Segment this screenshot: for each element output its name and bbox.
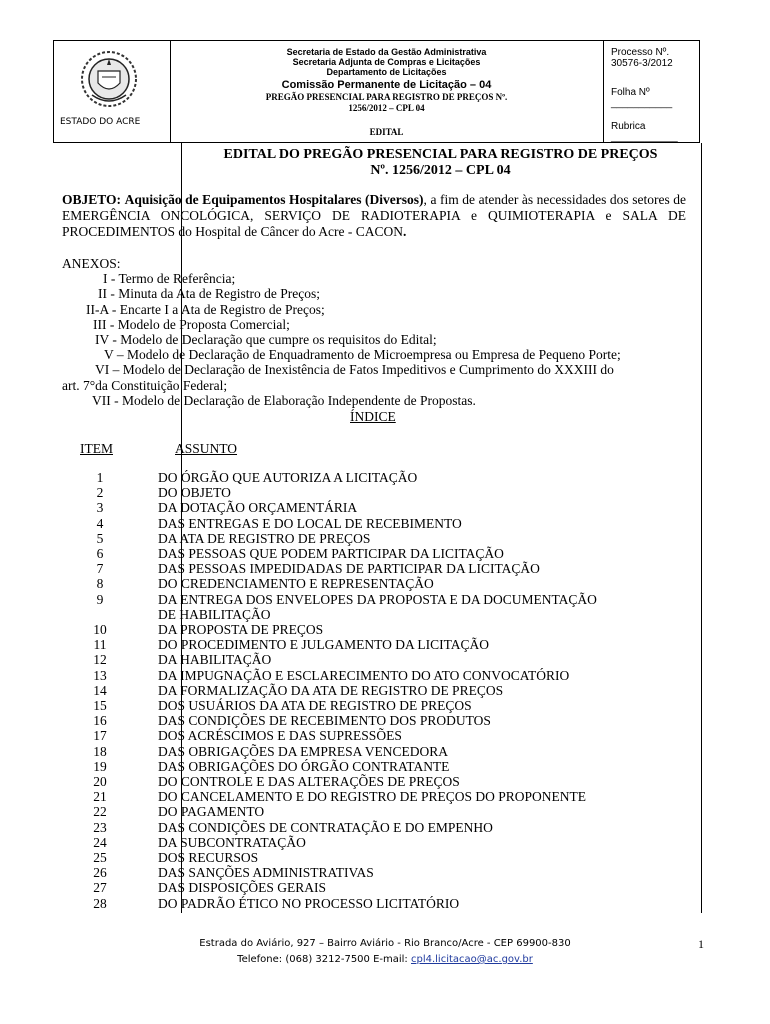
annex-item: V – Modelo de Declaração de Enquadramento de Microempresa ou Empresa de Pequeno Porte; (104, 347, 621, 362)
objeto-rest-text: , a fim de atender às necessidades dos setores de EMERGÊNCIA ONCOLÓGICA, SERVIÇO DE RADIOTERAPIA e QUIMIOTERAPIA e SALA DE PROCEDIMENTOS do Hospital de Câncer do Acre - CACON (62, 192, 686, 239)
annex-item: art. 7°da Constituição Federal; (62, 378, 228, 393)
index-item-title: DOS ACRÉSCIMOS E DAS SUPRESSÕES (158, 728, 402, 744)
objeto-bold-text: Aquisição de Equipamentos Hospitalares (Diversos) (124, 192, 424, 207)
index-item-title: DO CONTROLE E DAS ALTERAÇÕES DE PREÇOS (158, 774, 460, 789)
pregao-line-1: PREGÃO PRESENCIAL PARA REGISTRO DE PREÇOS Nº. (265, 92, 508, 102)
index-item-title: DO PAGAMENTO (158, 804, 265, 820)
index-item-title: DA ATA DE REGISTRO DE PREÇOS (158, 530, 371, 546)
index-item-title: DAS PESSOAS QUE PODEM PARTICIPAR DA LICITAÇÃO (158, 546, 504, 561)
header-logo-cell (54, 41, 171, 142)
index-item-number: 11 (93, 637, 107, 653)
comissao-line: Comissão Permanente de Licitação – 04 (281, 79, 492, 91)
folha-field: Folha Nº ___________ (611, 87, 673, 109)
index-item-title: DO CREDENCIAMENTO E REPRESENTAÇÃO (158, 576, 434, 592)
index-item-number: 21 (93, 789, 107, 805)
index-item-number: 17 (93, 728, 107, 744)
index-item-number: 15 (93, 698, 107, 713)
index-item-title: DA ENTREGA DOS ENVELOPES DA PROPOSTA E DA DOCUMENTAÇÃO (158, 591, 597, 607)
edital-label: EDITAL (369, 127, 404, 137)
index-item-number: 4 (96, 515, 104, 531)
index-item-title: DO PROCEDIMENTO E JULGAMENTO DA LICITAÇÃO (158, 637, 490, 653)
index-item-number: 18 (93, 743, 107, 759)
index-item-number: 20 (93, 774, 107, 789)
index-item-number: 6 (96, 546, 104, 561)
index-item-title: DAS PESSOAS IMPEDIDADAS DE PARTICIPAR DA LICITAÇÃO (158, 561, 540, 577)
index-item-title: DA IMPUGNAÇÃO E ESCLARECIMENTO DO ATO CONVOCATÓRIO (158, 667, 570, 683)
header-right-cell (603, 41, 699, 142)
index-item-number: 5 (96, 530, 104, 546)
annex-item: I - Termo de Referência; (103, 271, 236, 286)
annex-item: IV - Modelo de Declaração que cumpre os requisitos do Edital; (95, 332, 437, 347)
index-item-title: DAS OBRIGAÇÕES DA EMPRESA VENCEDORA (158, 743, 449, 759)
rubrica-field: Rubrica ____________ (611, 121, 678, 143)
col-assunto-header: ASSUNTO (175, 441, 238, 456)
index-item-title: DA SUBCONTRATAÇÃO (158, 834, 306, 850)
index-item-number: 2 (96, 485, 104, 501)
index-item-number: 3 (96, 500, 104, 516)
index-item-title: DAS ENTREGAS E DO LOCAL DE RECEBIMENTO (158, 515, 462, 531)
document-title (181, 147, 700, 179)
index-item-title: DAS CONDIÇÕES DE CONTRATAÇÃO E DO EMPENHO (158, 819, 493, 835)
index-item-title: DOS RECURSOS (158, 850, 259, 865)
pregao-line-2: 1256/2012 – CPL 04 (348, 103, 425, 113)
index-item-number: 24 (93, 834, 107, 850)
footer-email-link[interactable]: cpl4.licitacao@ac.gov.br (410, 954, 533, 965)
index-item-title: DO PADRÃO ÉTICO NO PROCESSO LICITATÓRIO (158, 895, 460, 911)
index-item-title: DE HABILITAÇÃO (158, 606, 271, 622)
objeto-paragraph (62, 192, 686, 240)
footer-phone: Telefone: (068) 3212-7500 E-mail: (237, 954, 411, 965)
index-item-title: DAS DISPOSIÇÕES GERAIS (158, 880, 327, 896)
anexos-label: ANEXOS: (62, 256, 121, 271)
index-item-title: DA FORMALIZAÇÃO DA ATA DE REGISTRO DE PREÇOS (158, 682, 504, 698)
index-item-number: 28 (93, 895, 107, 911)
index-item-number: 12 (93, 652, 107, 668)
annex-item: II-A - Encarte I a Ata de Registro de Preços; (86, 302, 325, 317)
index-item-number: 7 (96, 561, 104, 577)
annex-item: VII - Modelo de Declaração de Elaboração Independente de Propostas. (92, 393, 476, 408)
index-item-title: DAS OBRIGAÇÕES DO ÓRGÃO CONTRATANTE (158, 758, 450, 774)
annex-item: II - Minuta da Ata de Registro de Preços; (98, 286, 320, 301)
index-item-title: DAS CONDIÇÕES DE RECEBIMENTO DOS PRODUTOS (158, 713, 491, 729)
index-item-number: 27 (93, 880, 107, 896)
annex-item: VI – Modelo de Declaração de Inexistência de Fatos Impeditivos e Cumprimento do XXXIII do (95, 362, 614, 377)
index-item-title: DA DOTAÇÃO ORÇAMENTÁRIA (158, 500, 358, 516)
index-item-number: 23 (93, 819, 107, 835)
index-item-number: 1 (96, 470, 104, 485)
index-item-number: 26 (93, 865, 107, 881)
estado-label: ESTADO DO ACRE (60, 117, 141, 127)
title-line-2: Nº. 1256/2012 – CPL 04 (370, 163, 511, 178)
indice-title: ÍNDICE (350, 409, 396, 424)
index-item-number: 10 (93, 622, 107, 637)
coat-of-arms-icon (78, 49, 140, 111)
index-item-number: 19 (93, 758, 107, 774)
index-item-title: DA HABILITAÇÃO (158, 652, 272, 668)
index-item-number: 9 (96, 591, 104, 607)
index-item-number: 22 (93, 804, 107, 820)
objeto-end: . (402, 224, 407, 239)
index-item-title: DO OBJETO (158, 485, 231, 501)
index-item-title: DA PROPOSTA DE PREÇOS (158, 622, 324, 637)
index-item-number: 8 (96, 576, 104, 592)
processo-number: Processo Nº. 30576-3/2012 (611, 47, 673, 69)
index-item-title: DO CANCELAMENTO E DO REGISTRO DE PREÇOS DO PROPONENTE (158, 789, 587, 805)
document-header (53, 40, 700, 143)
header-center-cell (170, 41, 604, 142)
secretaria-adjunta-line: Secretaria Adjunta de Compras e Licitações (292, 57, 481, 67)
index-item-title: DO ÓRGÃO QUE AUTORIZA A LICITAÇÃO (158, 470, 418, 485)
secretaria-line: Secretaria de Estado da Gestão Administrativa (286, 47, 487, 57)
index-item-number: 14 (93, 682, 107, 698)
title-line-1: EDITAL DO PREGÃO PRESENCIAL PARA REGISTRO DE PREÇOS (223, 147, 658, 162)
index-item-title: DAS SANÇÕES ADMINISTRATIVAS (158, 865, 374, 881)
index-item-number: 25 (93, 850, 107, 865)
annex-item: III - Modelo de Proposta Comercial; (93, 317, 290, 332)
index-item-title: DOS USUÁRIOS DA ATA DE REGISTRO DE PREÇOS (158, 698, 472, 713)
footer-contact (0, 954, 770, 965)
col-item-header: ITEM (80, 441, 113, 456)
footer-address: Estrada do Aviário, 927 – Bairro Aviário - Rio Branco/Acre - CEP 69900-830 (199, 938, 571, 949)
departamento-line: Departamento de Licitações (326, 67, 447, 77)
index-item-number: 16 (93, 713, 107, 729)
objeto-label: OBJETO: (62, 192, 122, 207)
index-item-number: 13 (93, 667, 107, 683)
page-number: 1 (698, 937, 704, 951)
